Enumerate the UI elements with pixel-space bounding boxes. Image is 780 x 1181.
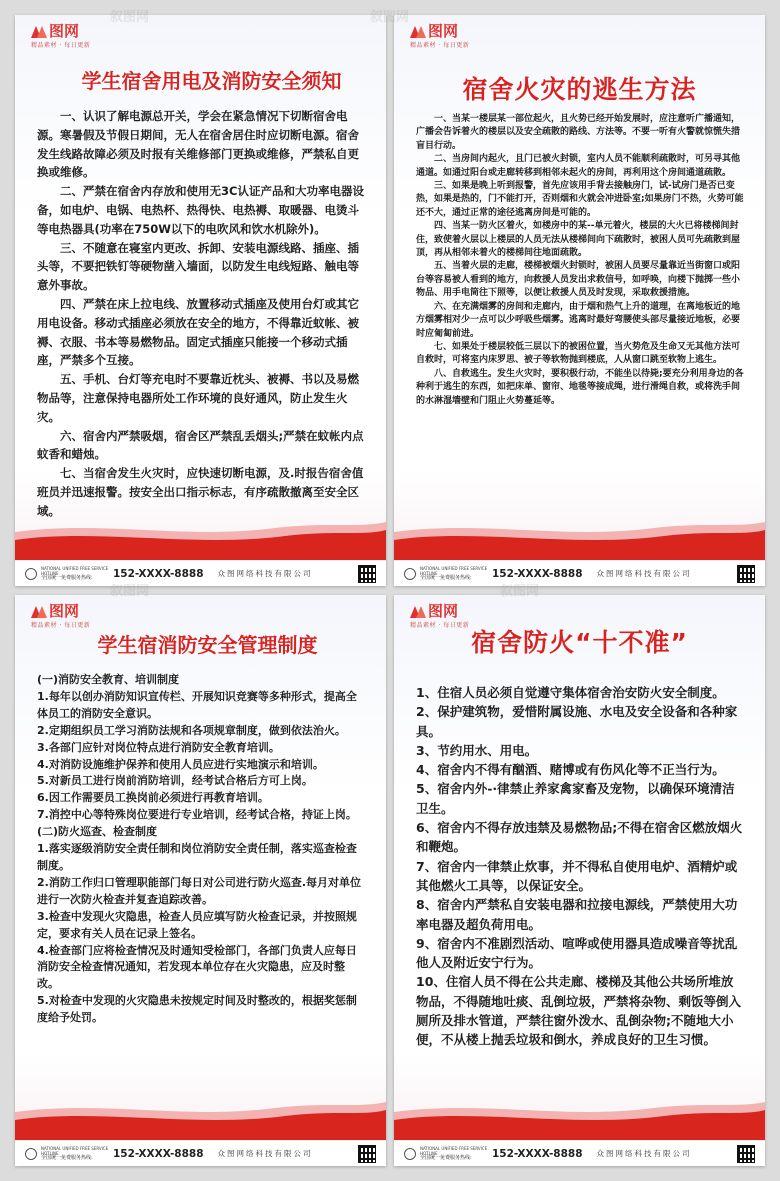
poster-body bbox=[37, 672, 366, 1027]
poster-electricity-safety bbox=[15, 15, 386, 586]
watermark: 叙图网 bbox=[370, 10, 410, 25]
brand-logo-icon bbox=[410, 25, 426, 38]
paragraph: 二、当房间内起火，且门已被火封锁，室内人员不能顺利疏散时，可另寻其他通道。如通过阳台或走廊转移到相邻未起火的房间，再利用这个房间通道疏散。 bbox=[416, 154, 741, 178]
paragraph: 2.消防工作归口管理职能部门每日对公司进行防火巡查.每月对单位进行一次防火检查并复查追踪改善。 bbox=[37, 875, 362, 906]
company-name: 众图网络科技有限公司 bbox=[596, 569, 692, 578]
brand-logo-text: 图网 bbox=[49, 22, 80, 40]
brand-tagline: 精品素材 · 每日更新 bbox=[31, 42, 91, 49]
hotline-label-cn: 全国统一免费服务热线: bbox=[420, 575, 472, 581]
footer bbox=[394, 1140, 765, 1166]
brand-logo-text: 图网 bbox=[428, 602, 459, 620]
poster-fire-management bbox=[15, 595, 386, 1166]
red-wave-decoration bbox=[15, 518, 386, 560]
qr-code-icon bbox=[358, 1145, 376, 1163]
footer bbox=[394, 560, 765, 586]
phone-number: 152-XXXX-8888 bbox=[113, 1147, 204, 1160]
paragraph: 2、保护建筑物，爱惜附属设施、水电及安全设备和各种家具。 bbox=[416, 704, 738, 739]
poster-body bbox=[416, 113, 745, 408]
brand-tagline: 精品素材 · 每日更新 bbox=[410, 622, 470, 629]
hotline-label-en: NATIONAL UNIFIED FREE SERVICE HOTLINE bbox=[41, 566, 109, 576]
poster-title: 学生宿消防安全管理制度 bbox=[97, 633, 318, 657]
paragraph: 1.每年以创办消防知识宣传栏、开展知识竞赛等多种形式，提高全体员工的消防安全意识。 bbox=[37, 689, 357, 720]
company-name: 众图网络科技有限公司 bbox=[217, 569, 313, 578]
brand bbox=[31, 603, 90, 629]
company-name: 众图网络科技有限公司 bbox=[596, 1149, 692, 1158]
poster-ten-prohibitions bbox=[394, 595, 765, 1166]
footer bbox=[15, 560, 386, 586]
qr-code-icon bbox=[737, 565, 755, 583]
paragraph: 5.对检查中发现的火灾隐患未按规定时间及时整改的，根据奖惩制度给予处罚。 bbox=[37, 994, 357, 1025]
phone-number: 152-XXXX-8888 bbox=[492, 1147, 583, 1160]
paragraph: 四、严禁在床上拉电线、放置移动式插座及使用台灯或其它用电设备。移动式插座必须放在安全的地方，不得靠近蚊帐、被褥、衣服、书本等易燃物品。固定式插座只能接一个移动式插座，严禁多个互接。 bbox=[37, 296, 359, 368]
hotline-icon bbox=[25, 1148, 37, 1160]
paragraph: 2.定期组织员工学习消防法规和各项规章制度，做到依法治火。 bbox=[37, 723, 346, 737]
paragraph: 1.落实逐级消防安全责任制和岗位消防安全责任制，落实巡查检查制度。 bbox=[37, 842, 357, 872]
paragraph: 4.检查部门应将检查情况及时通知受检部门，各部门负责人应每日消防安全检查情况通知，若发现本单位存在火灾隐患，应及时整改。 bbox=[37, 943, 357, 991]
paragraph: 3.各部门应针对岗位特点进行消防安全教育培训。 bbox=[37, 740, 280, 754]
hotline-label bbox=[420, 566, 488, 581]
red-wave-decoration bbox=[394, 1098, 765, 1140]
brand-logo-text: 图网 bbox=[49, 602, 80, 620]
brand-logo-text: 图网 bbox=[428, 22, 459, 40]
paragraph: 8、宿舍内严禁私自安装电器和拉接电源线，严禁使用大功率电器及超负荷用电。 bbox=[416, 897, 738, 932]
brand bbox=[410, 23, 469, 49]
paragraph: 六、在充满烟雾的房间和走廊内，由于烟和热气上升的道理，在离地板近的地方烟雾相对少一点可以少呼吸些烟雾。逃离时最好弯腰使头部尽量接近地板，必要时应匍匐前进。 bbox=[416, 301, 741, 339]
watermark: 叙图网 bbox=[110, 584, 150, 599]
paragraph: 4、宿舍内不得有酗酒、赌博或有伤风化等不正当行为。 bbox=[416, 762, 725, 778]
paragraph: 4.对消防设施维护保养和使用人员应进行实地演示和培训。 bbox=[37, 757, 324, 771]
hotline-label-cn: 全国统一免费服务热线: bbox=[420, 1155, 472, 1161]
red-wave-decoration bbox=[15, 1098, 386, 1140]
hotline-label bbox=[41, 566, 109, 581]
watermark: 叙图网 bbox=[110, 10, 150, 25]
hotline-label-en: NATIONAL UNIFIED FREE SERVICE HOTLINE bbox=[41, 1146, 109, 1156]
paragraph: 一、认识了解电源总开关，学会在紧急情况下切断宿舍电源。寒暑假及节假日期间，无人在宿舍居住时应切断电源。宿舍发生线路故障必须及时报有关维修部门更换或维修，严禁私自更换或维修。 bbox=[37, 109, 359, 180]
poster-body bbox=[37, 107, 366, 521]
hotline-icon bbox=[404, 568, 416, 580]
paragraph: 10、住宿人员不得在公共走廊、楼梯及其他公共场所堆放物品，不得随地吐痰、乱倒垃圾，严禁将杂物、剩饭等倒入厕所及排水管道，严禁往窗外泼水、乱倒杂物;不随地大小便，不从楼上抛丢垃圾和倒水，养成良好的卫生习惯。 bbox=[416, 974, 742, 1048]
poster-title: 宿舍防火“十不准” bbox=[471, 628, 688, 657]
poster-title: 宿舍火灾的逃生方法 bbox=[462, 75, 697, 104]
phone-number: 152-XXXX-8888 bbox=[113, 567, 204, 580]
brand bbox=[31, 23, 90, 49]
brand-tagline: 精品素材 · 每日更新 bbox=[410, 42, 470, 49]
hotline-label-en: NATIONAL UNIFIED FREE SERVICE HOTLINE bbox=[420, 1146, 488, 1156]
paragraph: 3.检查中发现火灾隐患，检查人员应填写防火检查记录，并按照规定，要求有关人员在记录上签名。 bbox=[37, 909, 357, 940]
company-name: 众图网络科技有限公司 bbox=[217, 1149, 313, 1158]
paragraph: 5、宿舍内外-·律禁止养家禽家畜及宠物，以确保环境清洁卫生。 bbox=[416, 781, 735, 816]
paragraph: 5.对新员工进行岗前消防培训，经考试合格后方可上岗。 bbox=[37, 774, 313, 788]
hotline-label-cn: 全国统一免费服务热线: bbox=[41, 1155, 93, 1161]
hotline-icon bbox=[404, 1148, 416, 1160]
paragraph: 3、节约用水、用电。 bbox=[416, 742, 538, 758]
paragraph: 1、住宿人员必须自觉遵守集体宿舍治安防火安全制度。 bbox=[416, 685, 725, 700]
watermark: 叙图网 bbox=[500, 584, 540, 599]
paragraph: 6、宿舍内不得存放违禁及易燃物品;不得在宿舍区燃放烟火和鞭炮。 bbox=[416, 820, 743, 855]
paragraph: 六、宿舍内严禁吸烟，宿舍区严禁乱丢烟头;严禁在蚊帐内点蚊香和蜡烛。 bbox=[37, 428, 364, 462]
poster-body bbox=[416, 683, 745, 1050]
brand-tagline: 精品素材 · 每日更新 bbox=[31, 622, 91, 629]
brand-logo-icon bbox=[31, 605, 47, 618]
red-wave-decoration bbox=[394, 518, 765, 560]
paragraph: 9、宿舍内不准剧烈活动、喧哗或使用器具造成噪音等扰乱他人及附近安宁行为。 bbox=[416, 935, 738, 971]
paragraph: 二、严禁在宿舍内存放和使用无3C认证产品和大功率电器设备，如电炉、电锅、电热杯、热得快、电热褥、取暖器、电烫斗等电热器具(功率在750W以下的电吹风和饮水机除外)。 bbox=[37, 184, 364, 236]
paragraph: 五、手机、台灯等充电时不要靠近枕头、被褥、书以及易燃物品等，注意保持电器所处工作环境的良好通风，防止发生火灾。 bbox=[37, 372, 359, 424]
paragraph: 三、不随意在寝室内更改、拆卸、安装电源线路、插座、插头等，不要把铁钉等硬物凿入墙面，以防发生电线短路、触电等意外事故。 bbox=[37, 240, 359, 293]
paragraph: 三、如果是晚上听到报警，首先应该用手背去接触房门，试-试房门是否已变热，如果是热的，门不能打开，否则烟和火就会冲进卧室;如果房门不热，火势可能还不大，通过正常的途径逃离房间是可能的。 bbox=[416, 181, 744, 218]
poster-fire-escape bbox=[394, 15, 765, 586]
phone-number: 152-XXXX-8888 bbox=[492, 567, 583, 580]
paragraph: 五、当着火层的走廊，楼梯被烟火封锁时，被困人员要尽量靠近当街窗口或阳台等容易被人看到的地方，向救援人员发出求救信号，如呼唤，向楼下抛掷一些小物品、用手电筒往下照等，以便让救援人员及时发现，采取救援措施。 bbox=[416, 261, 741, 299]
paragraph: 七、如果处于楼层较低三层以下的被困位置，当火势危及生命又无其他方法可自救时，可将室内床罗思、被子等软物抛到楼底，人从窗口跳至软物上逃生。 bbox=[416, 341, 741, 366]
paragraph: 7、宿舍内一律禁止炊事，并不得私自使用电炉、酒精炉或其他燃火工具等，以保证安全。 bbox=[416, 858, 738, 893]
footer bbox=[15, 1140, 386, 1166]
qr-code-icon bbox=[358, 565, 376, 583]
qr-code-icon bbox=[737, 1145, 755, 1163]
hotline-label bbox=[41, 1146, 109, 1161]
paragraph: 七、当宿舍发生火灾时，应快速切断电源，及.时报告宿舍值班员并迅速报警。按安全出口指示标志，有序疏散撤离至安全区域。 bbox=[37, 466, 364, 518]
paragraph: 八、自救逃生。发生火灾时，要积极行动，不能坐以待毙;要充分利用身边的各种利于逃生的东西，如把床单、窗帘、地毯等接成绳，进行滑绳自救，或将洗手间的水淋湿墙壁和门阻止火势蔓延等。 bbox=[416, 368, 744, 406]
paragraph: 四、当某一防火区着火，如楼房中的某--单元着火，楼层的大火已将楼梯间封住，致使着火层以上楼层的人员无法从楼梯间向下疏散时，被困人员可先疏散到屋顶，再从相邻未着火的楼梯间往地面疏散。 bbox=[416, 221, 741, 259]
brand-logo-icon bbox=[31, 25, 47, 38]
brand-logo-icon bbox=[410, 605, 426, 618]
poster-title: 学生宿舍用电及消防安全须知 bbox=[81, 69, 342, 93]
hotline-label-cn: 全国统一免费服务热线: bbox=[41, 575, 93, 581]
hotline-label bbox=[420, 1146, 488, 1161]
paragraph: (二)防火巡查、检查制度 bbox=[37, 825, 158, 839]
hotline-label-en: NATIONAL UNIFIED FREE SERVICE HOTLINE bbox=[420, 566, 488, 576]
paragraph: 6.因工作需要员工换岗前必须进行再教育培训。 bbox=[37, 791, 269, 805]
paragraph: 一、当某一楼层某一部位起火，且火势已经开始发展时，应注意听广播通知，广播会告诉着火的楼层以及安全疏散的路线、方法等。不要一听有火警就惊慌失措盲目行动。 bbox=[416, 114, 741, 151]
hotline-icon bbox=[25, 568, 37, 580]
paragraph: 7.消控中心等特殊岗位要进行专业培训，经考试合格，持证上岗。 bbox=[37, 808, 357, 822]
paragraph: (一)消防安全教育、培训制度 bbox=[37, 673, 180, 686]
